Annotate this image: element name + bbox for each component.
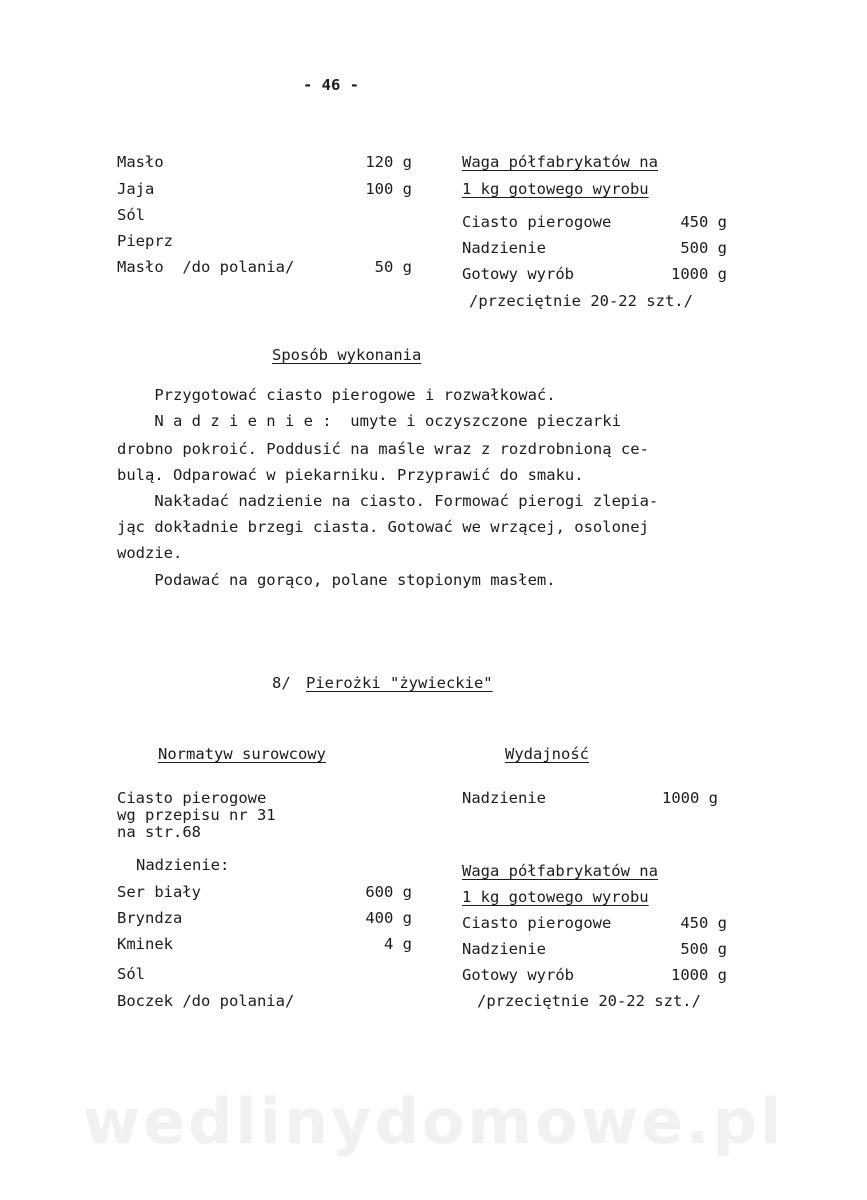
dough-line: wg przepisu nr 31 [117, 806, 276, 824]
weight-qty: 450 g [680, 914, 727, 932]
weight-name: Gotowy wyrób [462, 966, 574, 984]
weights-heading: 1 kg gotowego wyrobu [462, 180, 649, 198]
raw-materials-heading: Normatyw surowcowy [158, 745, 326, 763]
ingredient-qty: 600 g [365, 883, 412, 901]
weight-qty: 500 g [680, 940, 727, 958]
method-heading: Sposób wykonania [272, 346, 422, 364]
page-number: - 46 - [303, 76, 359, 94]
method-line: Przygotować ciasto pierogowe i rozwałkować. [117, 386, 556, 404]
weight-qty: 1000 g [671, 966, 727, 984]
recipe8-number: 8/ [272, 674, 291, 692]
method-line: N a d z i e n i e : umyte i oczyszczone pieczarki [117, 412, 621, 430]
weights-heading: 1 kg gotowego wyrobu [462, 888, 649, 906]
ingredient-name: Masło [117, 153, 164, 171]
weight-name: Nadzienie [462, 940, 546, 958]
weights-heading: Waga półfabrykatów na [462, 862, 658, 880]
method-line: drobno pokroić. Poddusić na maśle wraz z rozdrobnioną ce- [117, 440, 649, 458]
weight-qty: 450 g [680, 213, 727, 231]
ingredient-name: Sól [117, 206, 145, 224]
weight-name: Nadzienie [462, 239, 546, 257]
method-line: Nakładać nadzienie na ciasto. Formować pierogi zlepia- [117, 492, 659, 510]
ingredient-name: Pieprz [117, 232, 173, 250]
method-line: Podawać na gorąco, polane stopionym masłem. [117, 571, 556, 589]
dough-line: Ciasto pierogowe [117, 789, 267, 807]
ingredient-name: Sól [117, 965, 145, 983]
ingredient-qty: 50 g [374, 258, 412, 276]
ingredient-qty: 120 g [365, 153, 412, 171]
yield-qty: 1000 g [662, 789, 718, 807]
ingredient-name: Kminek [117, 935, 173, 953]
weight-name: Gotowy wyrób [462, 265, 574, 283]
yield-heading: Wydajność [505, 745, 589, 763]
ingredient-name: Ser biały [117, 883, 201, 901]
ingredient-name: Bryndza [117, 909, 183, 927]
weight-name: Ciasto pierogowe [462, 914, 612, 932]
recipe8-title: Pierożki "żywieckie" [306, 674, 493, 692]
method-line: wodzie. [117, 544, 183, 562]
method-line: bulą. Odparować w piekarniku. Przyprawić do smaku. [117, 466, 584, 484]
ingredient-qty: 4 g [384, 935, 412, 953]
yield-name: Nadzienie [462, 789, 546, 807]
ingredient-name: Masło /do polania/ [117, 258, 295, 276]
weights-note: /przeciętnie 20-22 szt./ [469, 292, 693, 310]
weight-name: Ciasto pierogowe [462, 213, 612, 231]
weights-note: /przeciętnie 20-22 szt./ [477, 992, 701, 1010]
ingredient-name: Jaja [117, 180, 155, 198]
ingredient-qty: 100 g [365, 180, 412, 198]
dough-line: na str.68 [117, 823, 201, 841]
ingredient-qty: 400 g [365, 909, 412, 927]
ingredient-name: Boczek /do polania/ [117, 992, 295, 1010]
weight-qty: 1000 g [671, 265, 727, 283]
filling-label: Nadzienie: [136, 856, 230, 874]
weight-qty: 500 g [680, 239, 727, 257]
method-line: jąc dokładnie brzegi ciasta. Gotować we wrzącej, osolonej [117, 518, 649, 536]
weights-heading: Waga półfabrykatów na [462, 153, 658, 171]
watermark: wedlinydomowe.pl [82, 1085, 785, 1158]
